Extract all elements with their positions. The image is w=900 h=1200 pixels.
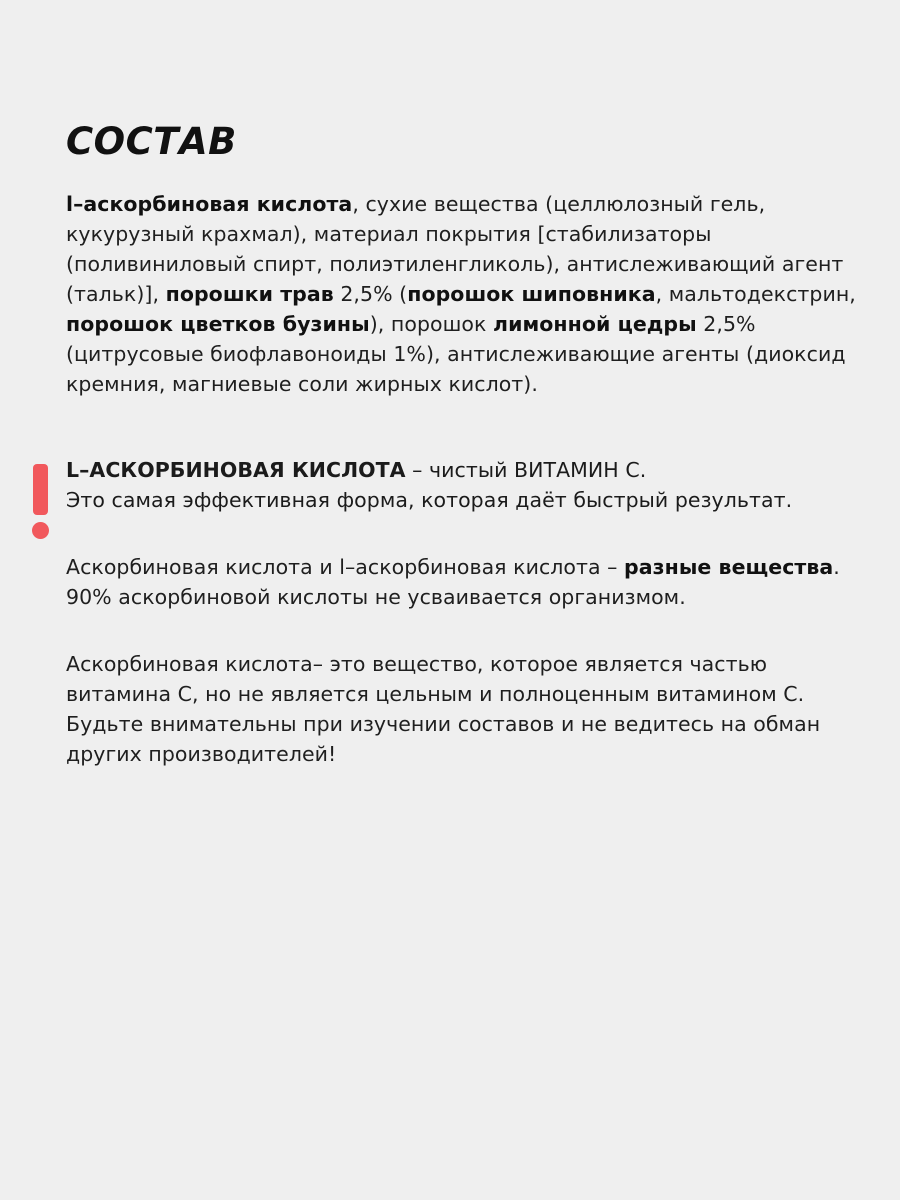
exclamation-dot — [32, 522, 49, 539]
text-run: 2,5% (цитрусовые биофлавоноиды 1%), антислеживающие агенты (диоксид кремния, магниевые соли жирных кислот). — [66, 311, 846, 396]
exclamation-mark-icon — [33, 464, 48, 539]
text-run: . 90% аскорбиновой кислоты не усваивается организмом. — [66, 554, 840, 609]
text-run: – чистый ВИТАМИН С. — [405, 457, 647, 482]
text-run: Аскорбиновая кислота и l–аскорбиновая кислота – — [66, 554, 625, 579]
emphasis-run: L–АСКОРБИНОВАЯ КИСЛОТА — [66, 457, 406, 482]
callout-paragraph — [66, 455, 866, 515]
page-title: СОСТАВ — [66, 120, 237, 163]
emphasis-run: порошок цветков бузины — [66, 311, 370, 336]
emphasis-run: порошки трав — [165, 281, 334, 306]
callout-block — [66, 455, 866, 515]
text-run: , мальтодекстрин, — [655, 281, 856, 306]
emphasis-run: разные вещества — [624, 554, 834, 579]
text-run: , сухие вещества (целлюлозный гель, кукурузный крахмал), материал покрытия [стабилизаторы (поливиниловый спирт, полиэтиленгликоль), антислеживающий агент (тальк)], — [66, 191, 844, 306]
emphasis-run: l–аскорбиновая кислота — [66, 191, 353, 216]
content-column — [66, 122, 866, 769]
text-run: Аскорбиновая кислота– это вещество, которое является частью витамина С, но не является цельным и полноценным витамином С. — [66, 651, 805, 706]
text-run: ), порошок — [369, 311, 494, 336]
text-run: 2,5% ( — [333, 281, 408, 306]
text-run: Будьте внимательны при изучении составов и не ведитесь на обман других производителей! — [66, 711, 821, 766]
difference-paragraph — [66, 552, 856, 612]
warning-paragraph — [66, 649, 856, 769]
emphasis-run: порошок шиповника — [407, 281, 656, 306]
exclamation-bar — [33, 464, 48, 515]
emphasis-run: лимонной цедры — [493, 311, 697, 336]
text-run: Это самая эффективная форма, которая даёт быстрый результат. — [66, 487, 793, 512]
ingredients-paragraph — [66, 189, 856, 399]
